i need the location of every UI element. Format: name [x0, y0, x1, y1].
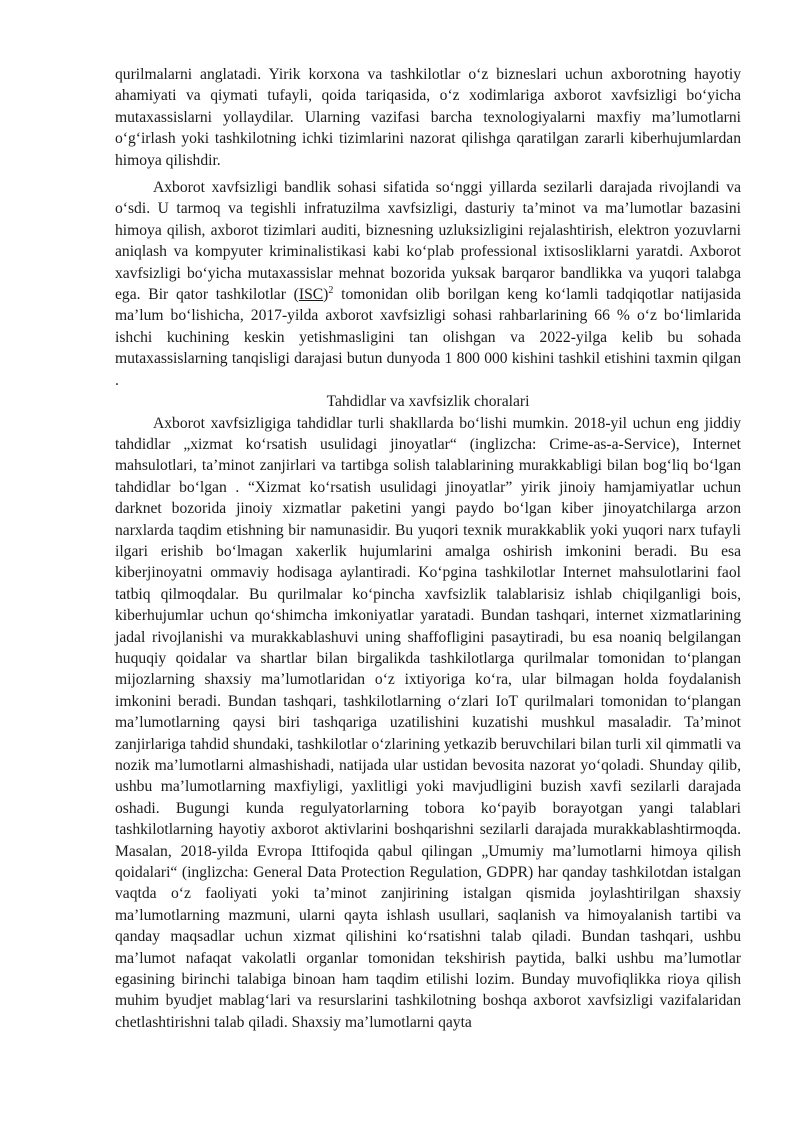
isc-link[interactable]: ISC: [298, 286, 324, 304]
footnote-superscript: 2: [328, 284, 334, 296]
body-paragraph: Axborot xavfsizligi bandlik sohasi sifatida soʻnggi yillarda sezilarli darajada rivojlandi va oʻsdi. U tarmoq va tegishli infratuzilma xavfsizligi, dasturiy taʼminot va maʼlumotlar bazasini himoya qilish, axborot tizimlari auditi, biznesning uzluksizligini rejalashtirish, elektron yozuvlarni aniqlash va kompyuter kriminalistikasi kabi koʻplab professional ixtisosliklarni yaratdi. Axborot xavfsizligi boʻyicha mutaxassislar mehnat bozorida yuksak barqaror bandlikka va yuqori talabga ega. Bir qator tashkilotlar (ISC)$^2$ tomonidan olib borilgan keng koʻlamli tadqiqotlar natijasida maʼlum boʻlishicha, 2017-yilda axborot xavfsizligi sohasi rahbarlarining 66 % oʻz boʻlimlarida ishchi kuchining keskin yetishmasligini tan olishgan va 2022-yilga kelib bu sohada mutaxassislarning tanqisligi darajasi butun dunyoda 1 800 000 kishini tashkil etishini taxmin qilgan .: [115, 179, 742, 389]
paragraph-text: Axborot xavfsizligi bandlik sohasi sifatida soʻnggi yillarda sezilarli darajada rivojlandi va oʻsdi. U tarmoq va tegishli infratuzilma xavfsizligi, dasturiy taʼminot va maʼlumotlar bazasini himoya qilish, axborot tizimlari auditi, biznesning uzluksizligini rejalashtirish, elektron yozuvlarni aniqlash va kompyuter kriminalistikasi kabi koʻplab professional ixtisosliklarni yaratdi. Axborot xavfsizligi boʻyicha mutaxassislar mehnat bozorida yuksak barqaror bandlikka va yuqori talabga ega. Bir qator tashkilotlar (: [115, 179, 741, 304]
document-page: [115, 64, 741, 1033]
body-paragraph: qurilmalarni anglatadi. Yirik korxona va tashkilotlar oʻz bizneslari uchun axborotning hayotiy ahamiyati va qiymati tufayli, qoida tariqasida, oʻz xodimlariga axborot xavfsizligi boʻyicha mutaxassislarni yollaydilar. Ularning vazifasi barcha texnologiyalarni maxfiy maʼlumotlarni oʻgʻirlash yoki tashkilotning ichki tizimlarini nazorat qilishga qaratilgan zararli kiberhujumlardan himoya qilishdir.: [115, 66, 741, 169]
paragraph-text: tomonidan olib borilgan keng koʻlamli tadqiqotlar natijasida maʼlum boʻlishicha, 2017-yilda axborot xavfsizligi sohasi rahbarlarining 66 % oʻz boʻlimlarida ishchi kuchining keskin yetishmasligini tan olishgan va 2022-yilga kelib bu sohada mutaxassislarning tanqisligi darajasi butun dunyoda 1 800 000 kishini tashkil etishini taxmin qilgan .: [115, 286, 742, 389]
body-paragraph: Axborot xavfsizligiga tahdidlar turli shakllarda boʻlishi mumkin. 2018-yil uchun eng jiddiy tahdidlar „xizmat koʻrsatish usulidagi jinoyatlar“ (inglizcha: Crime-as-a-Service), Internet mahsulotlari, taʼminot zanjirlari va tartibga solish talablarining murakkabligi bilan bogʻliq boʻlgan tahdidlar boʻlgan . “Xizmat koʻrsatish usulidagi jinoyatlar” yirik jinoiy hamjamiyatlar uchun darknet bozorida jinoiy xizmatlar paketini yangi paydo boʻlgan kiber jinoyatchilarga arzon narxlarda taqdim etishning bir namunasidir. Bu yuqori texnik murakkablik yoki yuqori narx tufayli ilgari erishib boʻlmagan xakerlik hujumlarini amalga oshirish imkonini beradi. Bu esa kiberjinoyatni ommaviy hodisaga aylantiradi. Koʻpgina tashkilotlar Internet mahsulotlarini faol tatbiq qilmoqdalar. Bu qurilmalar koʻpincha xavfsizlik talablarisiz ishlab chiqilganligi bois, kiberhujumlar uchun qoʻshimcha imkoniyatlar yaratadi. Bundan tashqari, internet xizmatlarining jadal rivojlanishi va murakkablashuvi uning shaffofligini pasaytiradi, bu esa noaniq belgilangan huquqiy qoidalar va shartlar bilan birgalikda tashkilotlarga qurilmalar tomonidan toʻplangan mijozlarning shaxsiy maʼlumotlaridan oʻz ixtiyoriga koʻra, ular bilmagan holda foydalanish imkonini beradi. Bundan tashqari, tashkilotlarning oʻzlari IoT qurilmalari tomonidan toʻplangan maʼlumotlarning qaysi biri tashqariga uzatilishini kuzatishi mushkul masaladir. Taʼminot zanjirlariga tahdid shundaki, tashkilotlar oʻzlarining yetkazib beruvchilari bilan turli xil qimmatli va nozik maʼlumotlarni almashishadi, natijada ular ustidan bevosita nazorat yoʻqoladi. Shunday qilib, ushbu maʼlumotlarning maxfiyligi, yaxlitligi yoki mavjudligini buzish xavfi sezilarli darajada oshadi. Bugungi kunda regulyatorlarning tobora koʻpayib borayotgan yangi talablari tashkilotlarning hayotiy axborot aktivlarini boshqarishni sezilarli darajada murakkablashtirmoqda. Masalan, 2018-yilda Evropa Ittifoqida qabul qilingan „Umumiy maʼlumotlarni himoya qilish qoidalari“ (inglizcha: General Data Protection Regulation, GDPR) har qanday tashkilotdan istalgan vaqtda oʻz faoliyati yoki taʼminot zanjirining istalgan qismida joylashtirilgan shaxsiy maʼlumotlarning mazmuni, ularni qayta ishlash usullari, saqlanish va himoyalanish tartibi va qanday maqsadlar uchun xizmat qilishini koʻrsatishni talab qiladi. Bundan tashqari, ushbu maʼlumot nafaqat vakolatli organlar tomonidan tekshirish paytida, balki ushbu maʼlumotlar egasining birinchi talabiga binoan ham taqdim etilishi lozim. Bunday muvofiqlikka rioya qilish muhim byudjet mablagʻlari va resurslarini tashkilotning boshqa axborot xavfsizligi vazifalaridan chetlashtirishni talab qiladi. Shaxsiy maʼlumotlarni qayta: [115, 414, 741, 1031]
section-heading: Tahdidlar va xavfsizlik choralari: [326, 393, 530, 411]
